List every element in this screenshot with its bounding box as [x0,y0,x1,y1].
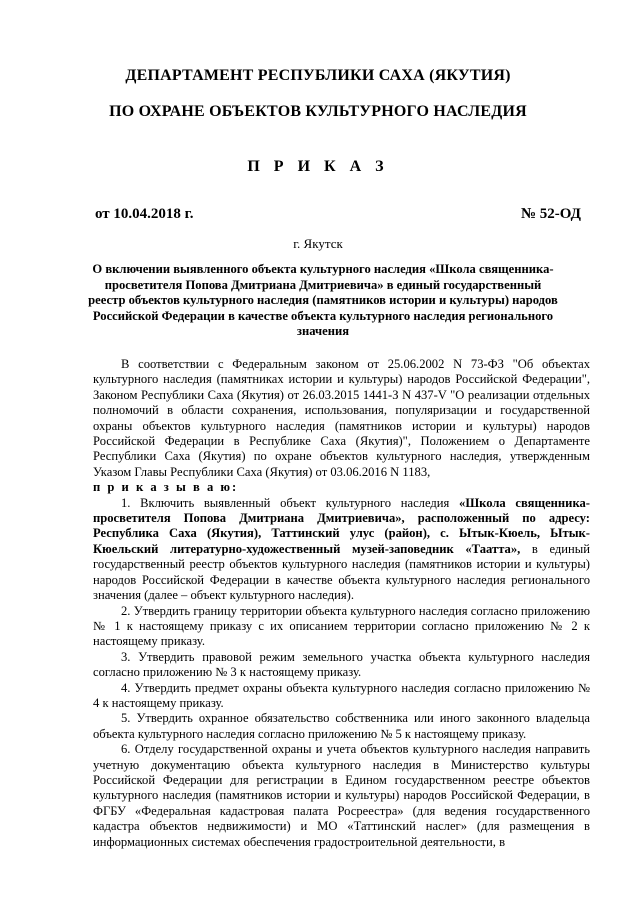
item-5 [93,711,590,742]
department-name-line2: ПО ОХРАНЕ ОБЪЕКТОВ КУЛЬТУРНОГО НАСЛЕДИЯ [109,103,527,120]
order-phrase: п р и к а з ы в а ю: [93,480,239,495]
item-3-text: 3. Утвердить правовой режим земельного участка объекта культурного наследия согласно приложению № 3 к настоящему приказу. [93,649,590,680]
item-1-object-name: «Школа священника-просветителя Попова Дмитриана Дмитриевича», [93,495,590,526]
order-body [93,357,590,850]
item-4 [93,681,590,712]
item-1-end: в единый государственный реестр объектов культурного наследия (памятников истории и культуры) народов Российской Федерации в качестве объекта культурного наследия регионального значения (далее – объект культурного наследия). [93,541,590,603]
order-heading: П Р И К А З [247,158,389,175]
order-phrase-paragraph [93,480,590,495]
item-1-mid: расположенный по адресу: [404,511,590,526]
order-title: О включении выявленного объекта культурного наследия «Школа священника-просветителя Попова Дмитриана Дмитриевича» в единый государственный реестр объектов культурного наследия (памятников истории и культуры) народов Российской Федерации в качестве объекта культурного наследия регионального значения [88,262,558,338]
order-number: № 52-ОД [520,206,581,222]
item-2 [93,604,590,650]
item-1-start: 1. Включить выявленный объект культурного наследия [121,495,460,510]
preamble-paragraph [93,357,590,480]
item-1 [93,496,590,604]
order-date: от 10.04.2018 г. [95,206,194,222]
preamble-text: В соответствии с Федеральным законом от 25.06.2002 N 73-ФЗ "Об объектах культурного наследия (памятниках истории и культуры) народов Российской Федерации", Законом Республики Саха (Якутия) от 26.03.2015 1441-З N 437-V "О реализации отдельных полномочий в области сохранения, использования, популяризации и государственной охраны объектов культурного наследия (памятников истории и культуры) народов Российской Федерации в Республике Саха (Якутия)", Положением о Департаменте Республики Саха (Якутия) по охране объектов культурного наследия, утвержденным Указом Главы Республики Саха (Якутия) от 03.06.2016 N 1183, [93,357,590,479]
department-name-line1: ДЕПАРТАМЕНТ РЕСПУБЛИКИ САХА (ЯКУТИЯ) [125,67,511,84]
item-2-text: 2. Утвердить границу территории объекта культурного наследия согласно приложению № 1 к настоящему приказу с их описанием территории согласно приложению № 2 к настоящему приказу. [93,603,590,649]
item-4-text: 4. Утвердить предмет охраны объекта культурного наследия согласно приложению № 4 к настоящему приказу. [93,680,590,710]
item-3 [93,650,590,681]
item-6 [93,742,590,850]
item-6-text: 6. Отделу государственной охраны и учета объектов культурного наследия направить учетную документацию объекта культурного наследия в Министерство культуры Российской Федерации для регистрации в Едином государственном реестре объектов культурного наследия (памятников истории и культуры) народов Российской Федерации, в ФГБУ «Федеральная кадастровая палата Росреестра» (для ведения государственного кадастра объектов недвижимости) и МО «Таттинский наслег» (для размещения в информационных системах обеспечения градостроительной деятельности, в [93,742,590,849]
order-city: г. Якутск [293,236,343,251]
item-5-text: 5. Утвердить охранное обязательство собственника или иного законного владельца объекта культурного наследия согласно приложению № 5 к настоящему приказу. [93,711,590,741]
item-1-address: Республика Саха (Якутия), Таттинский улус (район), с. Ытык-Кюель, Ытык-Кюельский литературно-художественный музей-заповедник «Таатта», [93,526,590,556]
